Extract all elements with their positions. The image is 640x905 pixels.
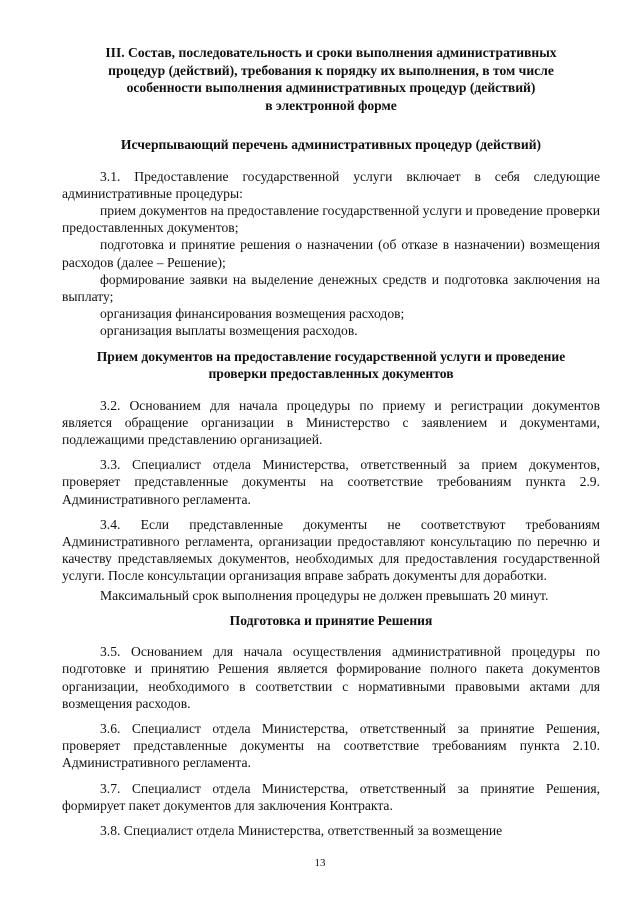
paragraph-3-4: 3.4. Если представленные документы не соответствуют требованиям Административного регламента, организации предоставляют консультацию по перечню и качеству представляемых документов, необходимых для предоставления государственной услуги. После консультации организация вправе забрать документы для доработки. (62, 516, 600, 584)
section-title-line: в электронной форме (265, 97, 397, 113)
section-title-line: особенности выполнения административных процедур (действий) (126, 80, 536, 95)
paragraph-3-6: 3.6. Специалист отдела Министерства, ответственный за принятие Решения, проверяет представленные документы на соответствие требованиям пункта 2.10. Административного регламента. (62, 721, 600, 771)
paragraph-3-5: 3.5. Основанием для начала осуществления административной процедуры по подготовке и принятию Решения является формирование полного пакета документов организации, необходимого в соответствии с нормативными правовыми актами для возмещения расходов. (62, 644, 600, 711)
section-title-line: процедур (действий), требования к порядку их выполнения, в том числе (108, 62, 554, 78)
procedure-item: организация финансирования возмещения расходов; (100, 306, 405, 322)
paragraph-3-8: 3.8. Специалист отдела Министерства, ответственный за возмещение (100, 823, 503, 839)
section-title-line: III. Состав, последовательность и сроки выполнения административных (105, 45, 557, 60)
subheading-procedures-list: Исчерпывающий перечень административных процедур (действий) (120, 137, 542, 152)
subheading-line: проверки предоставленных документов (208, 366, 454, 382)
paragraph-3-1: 3.1. Предоставление государственной услуги включает в себя следующие административные процедуры: (62, 168, 600, 201)
section-title (62, 44, 600, 114)
paragraph-3-2: 3.2. Основанием для начала процедуры по приему и регистрации документов является обращение организации в Министерство с заявлением и документами, подлежащими представлению организацией. (62, 397, 600, 447)
paragraph-3-3: 3.3. Специалист отдела Министерства, ответственный за прием документов, проверяет представленные документы на соответствие требованиям пункта 2.9. Административного регламента. (62, 457, 600, 507)
procedure-item: подготовка и принятие решения о назначении (об отказе в назначении) возмещения расходов (далее – Решение); (62, 237, 600, 270)
procedure-item: организация выплаты возмещения расходов. (100, 323, 358, 339)
procedure-item: формирование заявки на выделение денежных средств и подготовка заключения на выплату; (62, 271, 600, 304)
subheading-document-intake (62, 348, 600, 383)
procedure-item: прием документов на предоставление государственной услуги и проведение проверки предоставленных документов; (62, 202, 600, 236)
subheading-line: Прием документов на предоставление государственной услуги и проведение (96, 348, 566, 364)
subheading-decision: Подготовка и принятие Решения (229, 612, 433, 628)
paragraph-3-7: 3.7. Специалист отдела Министерства, ответственный за принятие Решения, формирует пакет документов для заключения Контракта. (62, 780, 600, 813)
paragraph-max-time: Максимальный срок выполнения процедуры не должен превышать 20 минут. (100, 587, 549, 603)
page-number: 13 (314, 857, 326, 869)
